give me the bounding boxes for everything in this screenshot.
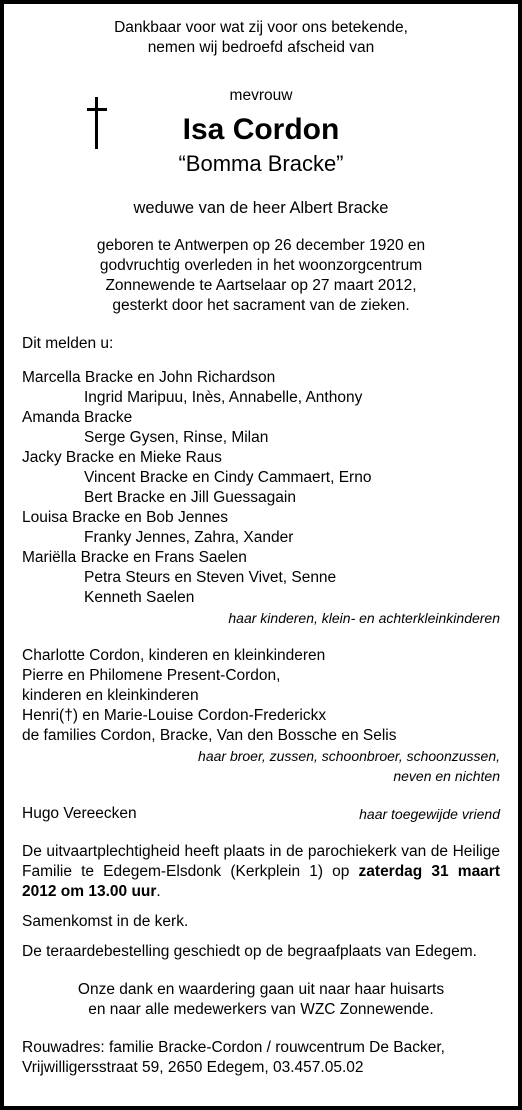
family-item: Marcella Bracke en John Richardson (22, 369, 276, 386)
family-list-children (22, 368, 500, 628)
intro-line: nemen wij bedroefd afscheid van (147, 39, 375, 56)
intro-line: Dankbaar voor wat zij voor ons betekende, (114, 19, 408, 36)
widow-line: weduwe van de heer Albert Bracke (133, 199, 389, 217)
family-item: Ingrid Maripuu, Inès, Annabelle, Anthony (84, 389, 363, 406)
address-line: Vrijwilligersstraat 59, 2650 Edegem, 03.457.05.02 (22, 1059, 364, 1076)
title-prefix: mevrouw (229, 87, 293, 104)
address-block (22, 1038, 500, 1078)
relative-item: Henri(†) en Marie-Louise Cordon-Frederickx (22, 707, 327, 724)
relative-item: kinderen en kleinkinderen (22, 687, 199, 704)
family-item: Franky Jennes, Zahra, Xander (84, 529, 294, 546)
friend-row (22, 804, 500, 824)
thanks-text (22, 980, 500, 1020)
thanks-line: en naar alle medewerkers van WZC Zonnewende. (88, 1001, 434, 1018)
family-item: Bert Bracke en Jill Guessagain (84, 489, 296, 506)
funeral-date: zaterdag 31 maart 2012 om 13.00 uur (22, 863, 500, 900)
thanks-line: Onze dank en waardering gaan uit naar haar huisarts (77, 981, 445, 998)
deceased-name: Isa Cordon (182, 113, 340, 146)
funeral-text: De uitvaartplechtigheid heeft plaats in de parochiekerk van de Heilige Familie te Edegem-Elsdonk (Kerkplein 1) op (22, 843, 500, 880)
funeral-end: . (156, 883, 161, 900)
family-item: Kenneth Saelen (84, 589, 195, 606)
relatives-caption: haar broer, zussen, schoonbroer, schoonzussen, (198, 748, 500, 764)
nickname: “Bomma Bracke” (178, 151, 344, 176)
family-list-relatives (22, 646, 500, 786)
friend-caption: haar toegewijde vriend (359, 806, 500, 822)
announce-line: Dit melden u: (22, 335, 114, 352)
friend-name: Hugo Vereecken (22, 805, 137, 822)
birth-line: geboren te Antwerpen op 26 december 1920 en (96, 237, 426, 254)
birth-line: Zonnewende te Aartselaar op 27 maart 2012, (105, 277, 417, 294)
relative-item: Charlotte Cordon, kinderen en kleinkinderen (22, 647, 326, 664)
family-item: Louisa Bracke en Bob Jennes (22, 509, 228, 526)
birth-line: gesterkt door het sacrament van de zieken. (112, 297, 410, 314)
birth-death-text (22, 236, 500, 316)
relative-item: de families Cordon, Bracke, Van den Bossche en Selis (22, 727, 397, 744)
relatives-caption: neven en nichten (393, 768, 500, 784)
relative-item: Pierre en Philomene Present-Cordon, (22, 667, 281, 684)
gathering-line: Samenkomst in de kerk. (22, 913, 189, 930)
family-item: Petra Steurs en Steven Vivet, Senne (84, 569, 337, 586)
family-item: Vincent Bracke en Cindy Cammaert, Erno (84, 469, 372, 486)
address-line: Rouwadres: familie Bracke-Cordon / rouwcentrum De Backer, (22, 1039, 445, 1056)
burial-line: De teraardebestelling geschiedt op de begraafplaats van Edegem. (22, 943, 477, 960)
funeral-info (22, 842, 500, 902)
family-item: Jacky Bracke en Mieke Raus (22, 449, 222, 466)
family-item: Serge Gysen, Rinse, Milan (84, 429, 269, 446)
family-item: Mariëlla Bracke en Frans Saelen (22, 549, 247, 566)
birth-line: godvruchtig overleden in het woonzorgcentrum (99, 257, 423, 274)
intro-text (22, 18, 500, 58)
cross-icon (87, 97, 109, 149)
family-item: Amanda Bracke (22, 409, 133, 426)
family-caption: haar kinderen, klein- en achterkleinkinderen (228, 610, 500, 626)
